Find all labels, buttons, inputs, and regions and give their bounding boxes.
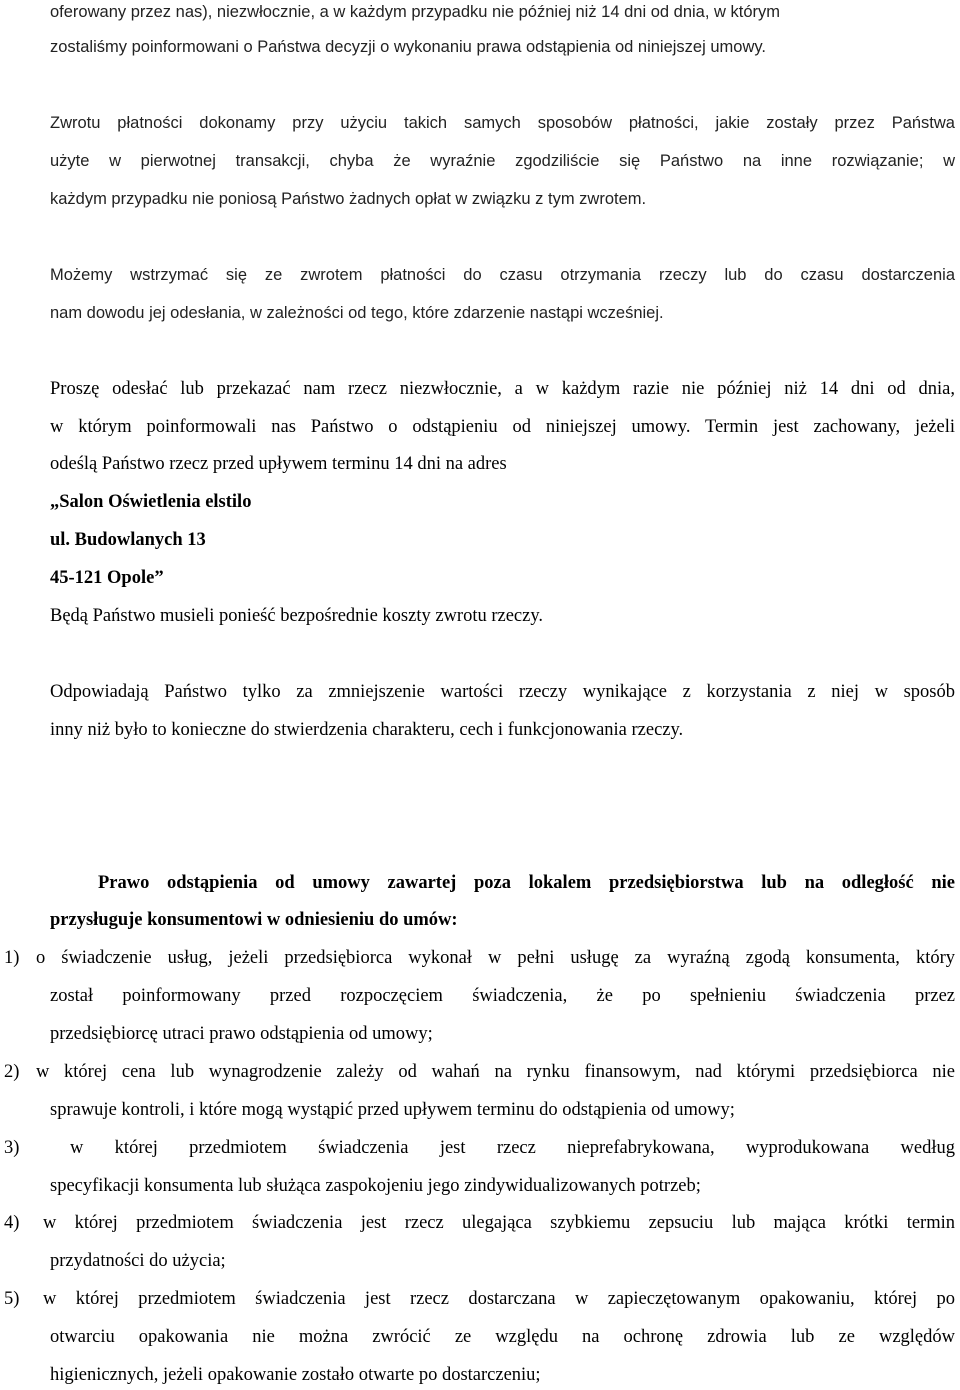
list-item-line: przydatności do użycia; (50, 1251, 226, 1271)
list-item-line: sprawuje kontroli, i które mogą wystąpić przed upływem terminu do odstąpienia od umowy; (50, 1100, 735, 1120)
list-item-number: 1) (4, 948, 20, 968)
list-item-number: 3) (4, 1138, 20, 1158)
exceptions-heading: przysługuje konsumentowi w odniesieniu do umów: (50, 910, 458, 930)
list-item-line: w której przedmiotem świadczenia jest rzecz ulegająca szybkiemu zepsuciu lub mająca krótki termin (43, 1213, 955, 1233)
list-item-line: został poinformowany przed rozpoczęciem świadczenia, że po spełnieniu świadczenia przez (50, 986, 955, 1006)
list-item-number: 5) (4, 1289, 20, 1309)
list-item-number: 4) (4, 1213, 20, 1233)
refund-line: Zwrotu płatności dokonamy przy użyciu takich samych sposobów płatności, jakie zostały przez Państwa (50, 114, 955, 132)
list-item-line: otwarciu opakowania nie można zwrócić ze względu na ochronę zdrowia lub ze względów (50, 1327, 955, 1347)
withhold-line: Możemy wstrzymać się ze zwrotem płatności do czasu otrzymania rzeczy lub do czasu dostarczenia (50, 266, 955, 284)
list-item-line: w której przedmiotem świadczenia jest rzecz dostarczana w zapieczętowanym opakowaniu, której po (43, 1289, 955, 1309)
liability-line: Odpowiadają Państwo tylko za zmniejszenie wartości rzeczy wynikające z korzystania z niej w sposób (50, 682, 955, 702)
list-item-line: przedsiębiorcę utraci prawo odstąpienia od umowy; (50, 1024, 433, 1044)
list-item-line: o świadczenie usług, jeżeli przedsiębiorca wykonał w pełni usługę za wyraźną zgodą konsumenta, który (36, 948, 955, 968)
refund-line: użyte w pierwotnej transakcji, chyba że wyraźnie zgodziliście się Państwo na inne rozwiązanie; w (50, 152, 955, 170)
return-line: odeślą Państwo rzecz przed upływem terminu 14 dni na adres (50, 454, 507, 474)
return-cost-line: Będą Państwo musieli ponieść bezpośrednie koszty zwrotu rzeczy. (50, 606, 544, 626)
return-line: Proszę odesłać lub przekazać nam rzecz niezwłocznie, a w każdym razie nie później niż 14 dni od dnia, (50, 379, 955, 399)
exceptions-heading: Prawo odstąpienia od umowy zawartej poza lokalem przedsiębiorstwa lub na odległość nie (98, 873, 955, 893)
withhold-line: nam dowodu jej odesłania, w zależności od tego, które zdarzenie nastąpi wcześniej. (50, 304, 664, 322)
list-item-line: w której cena lub wynagrodzenie zależy od wahań na rynku finansowym, nad którymi przedsiębiorca nie (36, 1062, 955, 1082)
list-item-line: higienicznych, jeżeli opakowanie zostało otwarte po dostarczeniu; (50, 1365, 541, 1385)
return-line: w którym poinformowali nas Państwo o odstąpieniu od niniejszej umowy. Termin jest zachowany, jeżeli (50, 417, 955, 437)
intro-line: zostaliśmy poinformowani o Państwa decyzji o wykonaniu prawa odstąpienia od niniejszej umowy. (50, 38, 766, 56)
liability-line: inny niż było to konieczne do stwierdzenia charakteru, cech i funkcjonowania rzeczy. (50, 720, 684, 740)
intro-line: oferowany przez nas), niezwłocznie, a w każdym przypadku nie później niż 14 dni od dnia, w którym (50, 3, 781, 21)
return-address-line: „Salon Oświetlenia elstilo (50, 492, 252, 512)
return-address-line: ul. Budowlanych 13 (50, 530, 206, 550)
list-item-number: 2) (4, 1062, 20, 1082)
list-item-line: w której przedmiotem świadczenia jest rzecz nieprefabrykowana, wyprodukowana według (70, 1138, 955, 1158)
return-address-line: 45-121 Opole” (50, 568, 164, 588)
refund-line: każdym przypadku nie poniosą Państwo żadnych opłat w związku z tym zwrotem. (50, 190, 647, 208)
list-item-line: specyfikacji konsumenta lub służąca zaspokojeniu jego zindywidualizowanych potrzeb; (50, 1176, 701, 1196)
